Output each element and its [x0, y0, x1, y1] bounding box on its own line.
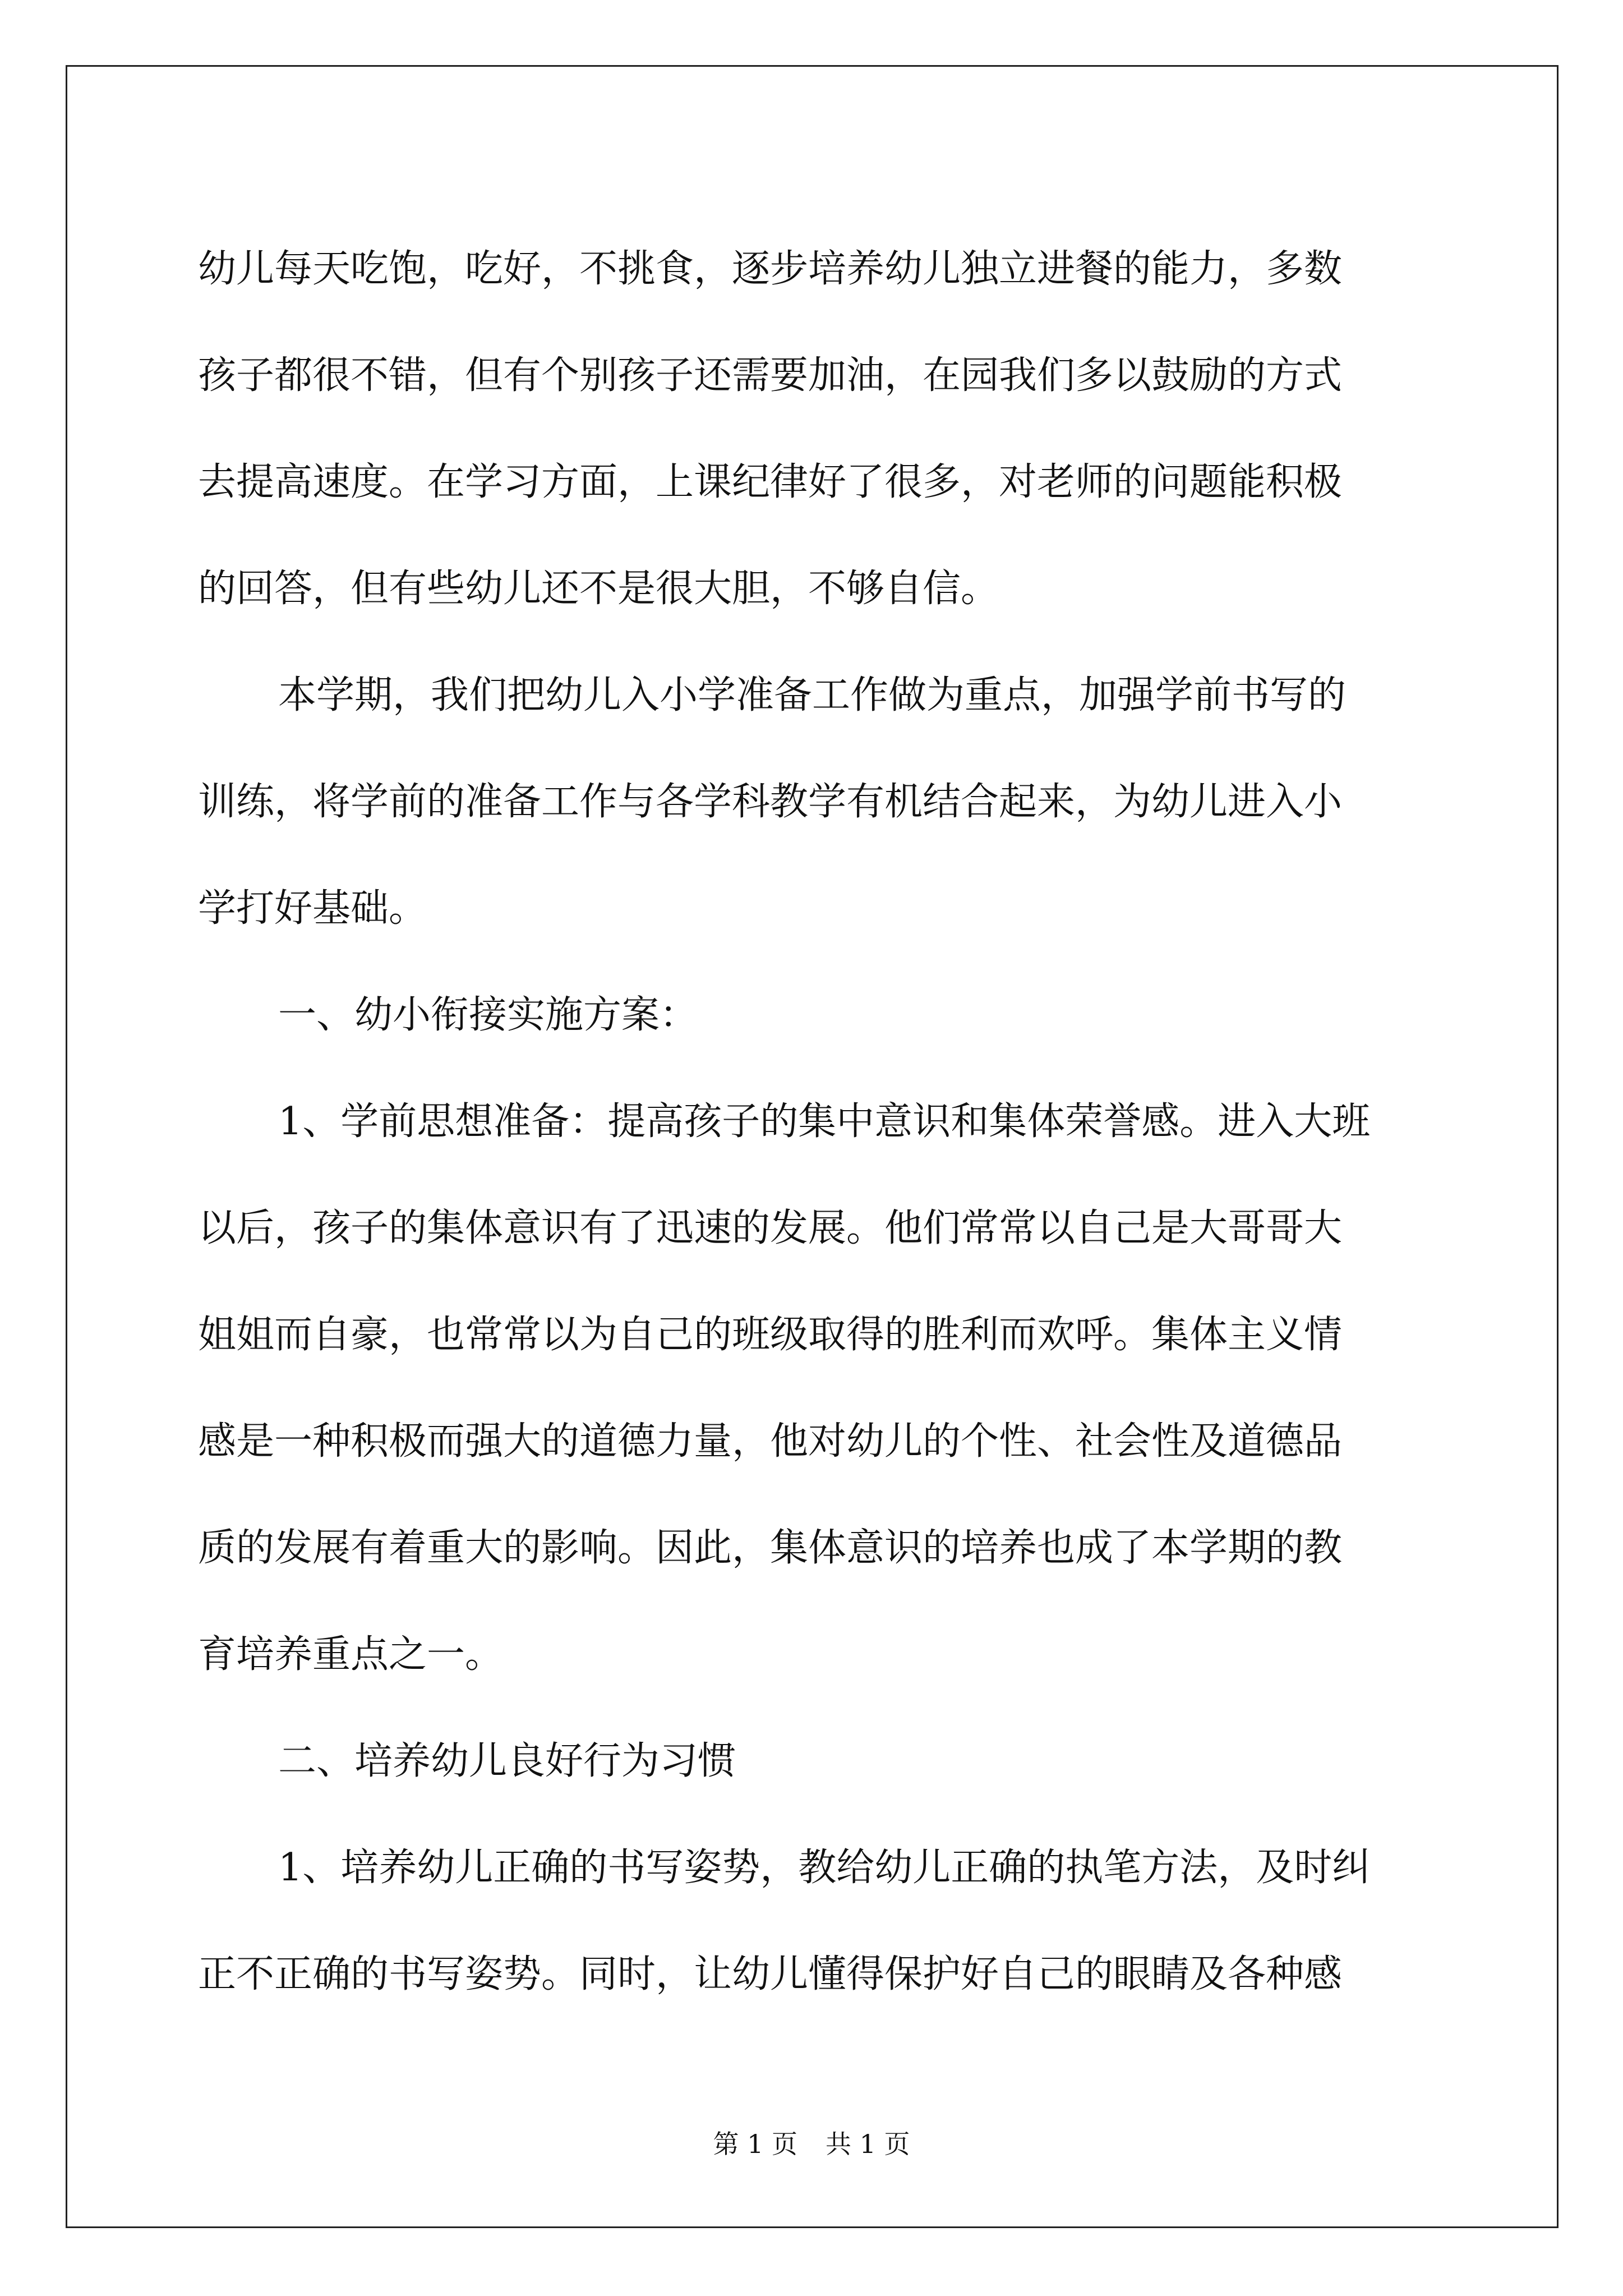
text-line: 姐姐而自豪，也常常以为自己的班级取得的胜利而欢呼。集体主义情	[198, 1313, 1343, 1357]
page-footer	[0, 2127, 1623, 2161]
text-line: 质的发展有着重大的影响。因此，集体意识的培养也成了本学期的教	[198, 1526, 1343, 1570]
section-heading: 一、幼小衔接实施方案：	[278, 993, 698, 1037]
section-heading: 二、培养幼儿良好行为习惯	[278, 1739, 736, 1783]
text-line: 学打好基础。	[198, 886, 427, 931]
text-line: 去提高速度。在学习方面，上课纪律好了很多，对老师的问题能积极	[198, 460, 1343, 504]
page-total: 共 1 页	[826, 2129, 910, 2159]
document-body	[198, 216, 1432, 2028]
text-line: 正不正确的书写姿势。同时，让幼儿懂得保护好自己的眼睛及各种感	[198, 1952, 1343, 1996]
text-line: 训练，将学前的准备工作与各学科教学有机结合起来，为幼儿进入小	[198, 780, 1343, 824]
paragraph-start-line: 1、培养幼儿正确的书写姿势，教给幼儿正确的执笔方法，及时纠	[278, 1846, 1371, 1890]
text-line: 以后，孩子的集体意识有了迅速的发展。他们常常以自己是大哥哥大	[198, 1206, 1343, 1250]
text-line: 感是一种积极而强大的道德力量，他对幼儿的个性、社会性及道德品	[198, 1419, 1343, 1464]
text-line: 育培养重点之一。	[198, 1632, 504, 1677]
paragraph-start-line: 1、学前思想准备：提高孩子的集中意识和集体荣誉感。进入大班	[278, 1099, 1371, 1144]
text-line: 的回答，但有些幼儿还不是很大胆，不够自信。	[198, 567, 999, 611]
page-number: 第 1 页	[713, 2129, 797, 2159]
text-line: 孩子都很不错，但有个别孩子还需要加油，在园我们多以鼓励的方式	[198, 353, 1343, 398]
paragraph-start-line: 本学期，我们把幼儿入小学准备工作做为重点，加强学前书写的	[278, 673, 1347, 717]
text-line: 幼儿每天吃饱，吃好，不挑食，逐步培养幼儿独立进餐的能力，多数	[198, 247, 1343, 291]
